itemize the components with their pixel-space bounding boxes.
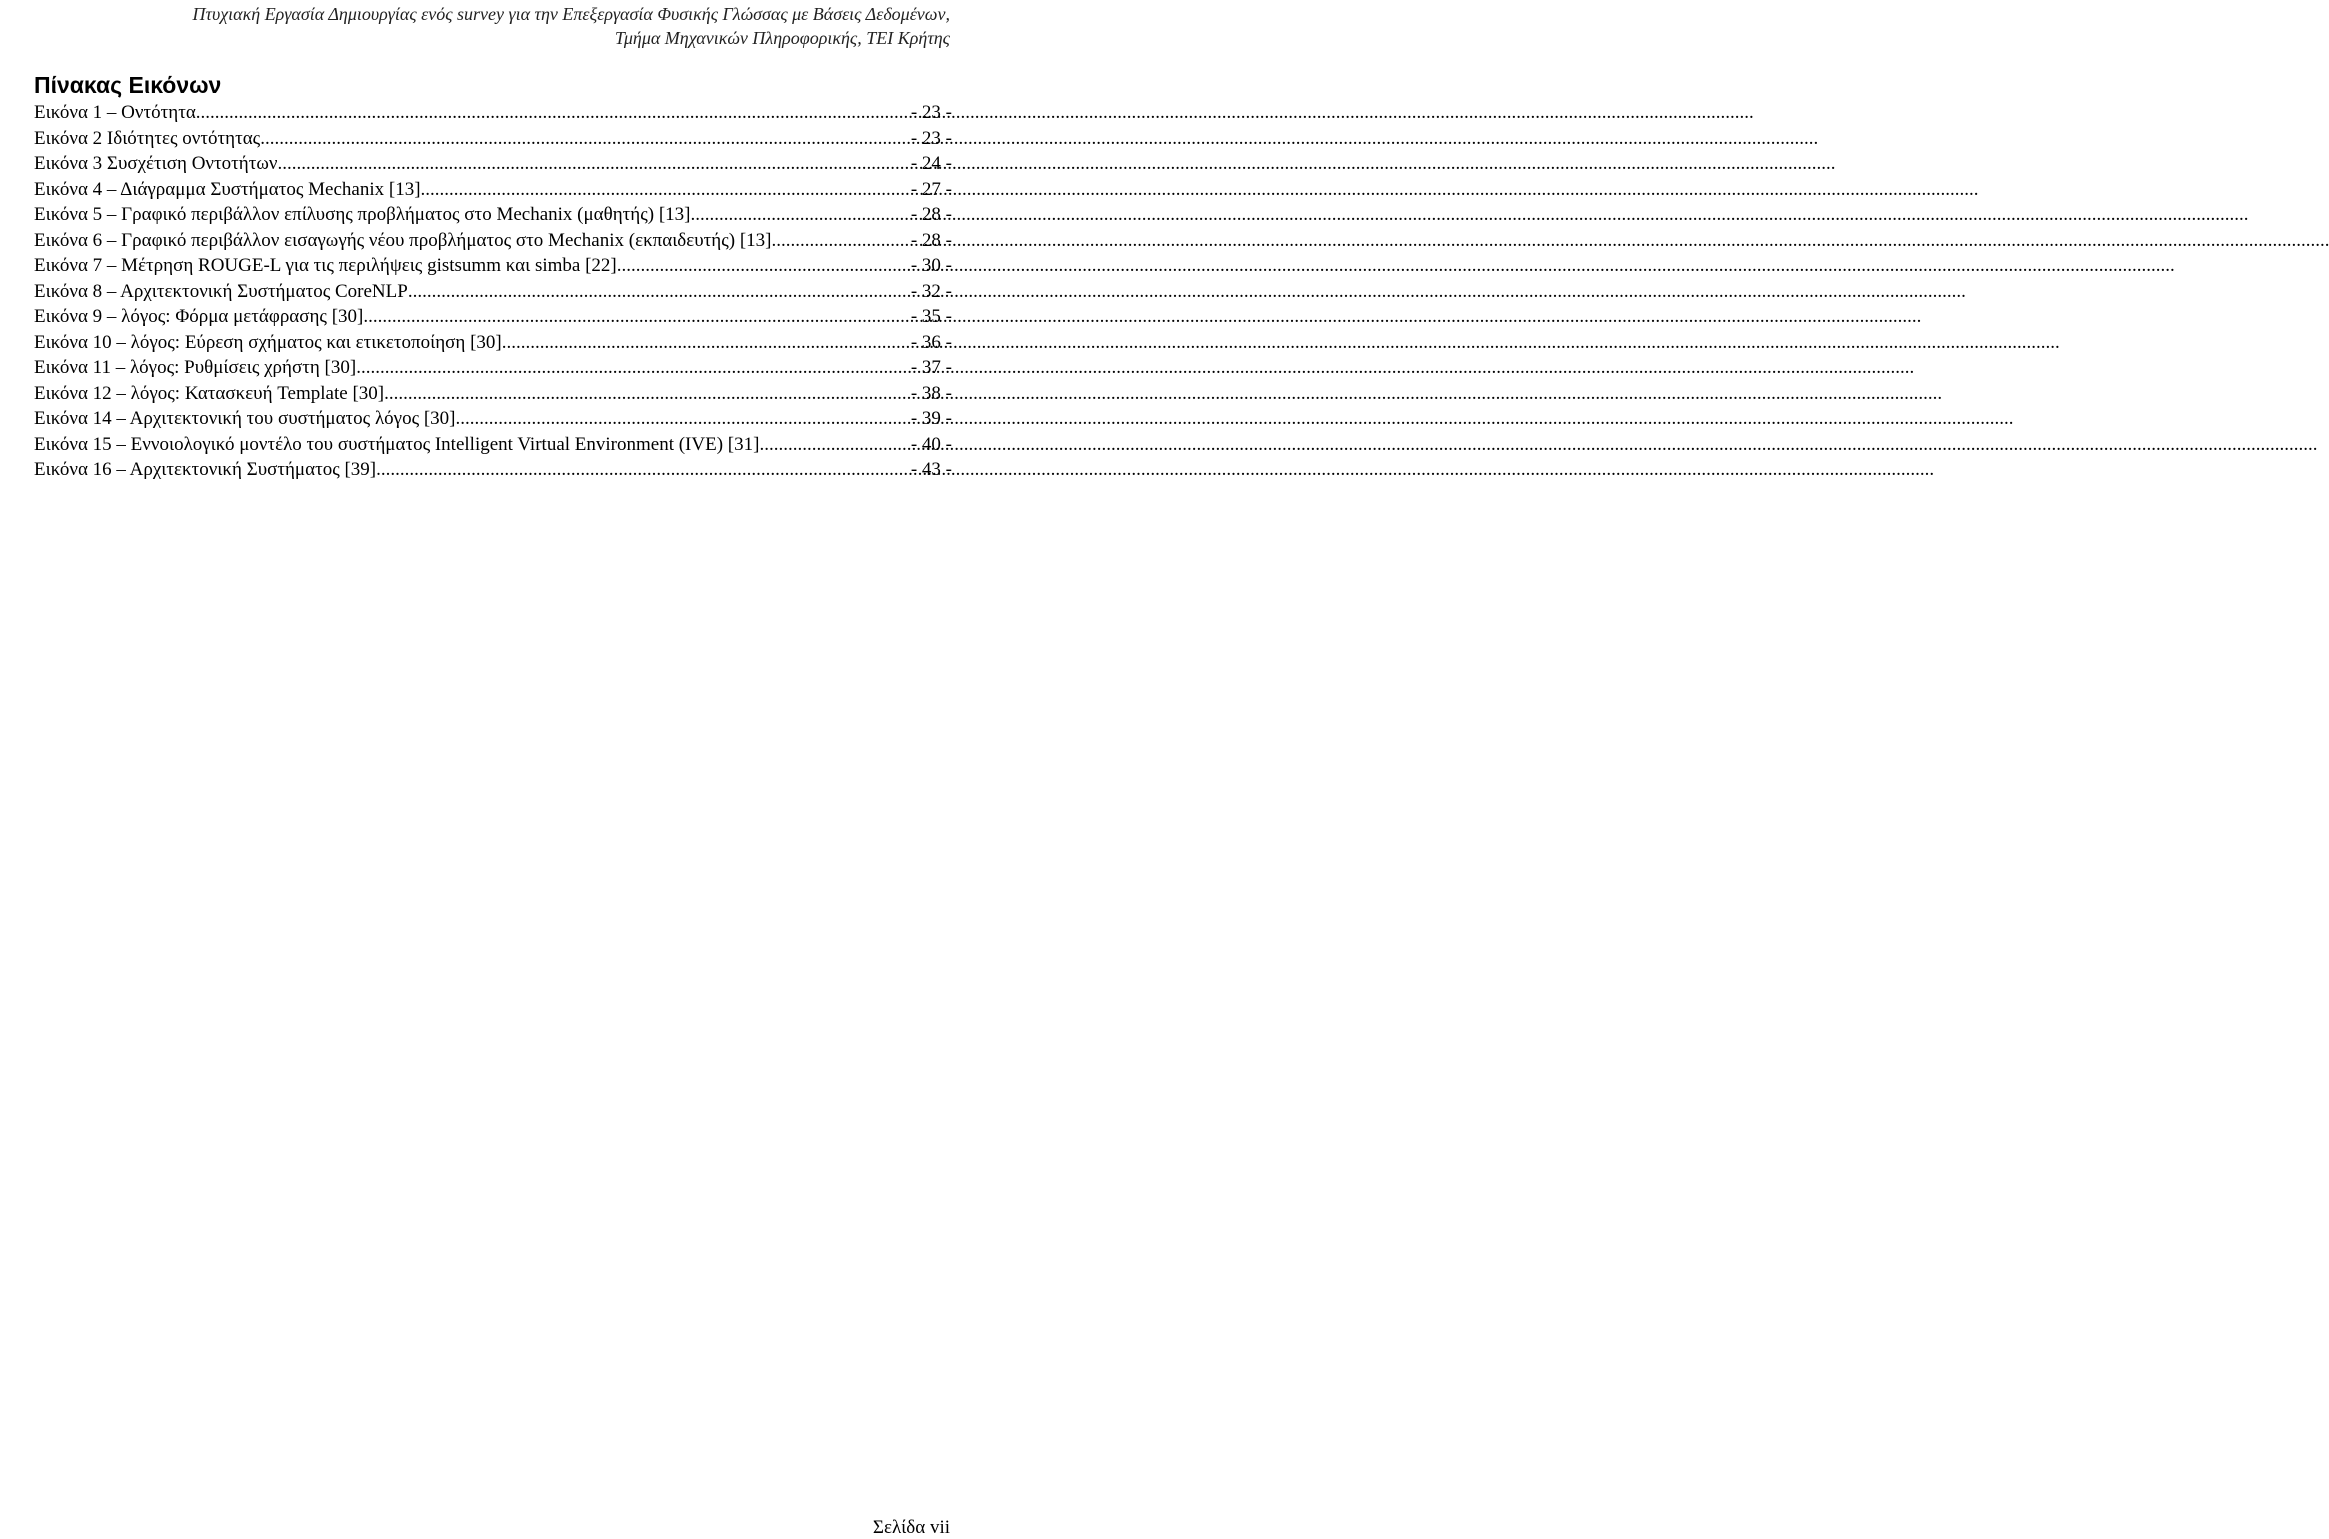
- toc-leader-dots: [617, 253, 910, 279]
- toc-entry-page: - 40 -: [910, 433, 952, 455]
- toc-entry-label: Εικόνα 11 – λόγος: Ρυθμίσεις χρήστη [30]: [34, 357, 357, 378]
- toc-entry-label: Εικόνα 16 – Αρχιτεκτονική Συστήματος [39]: [34, 459, 377, 480]
- toc-entry-label: Εικόνα 5 – Γραφικό περιβάλλον επίλυσης προβλήματος στο Mechanix (μαθητής) [13]: [34, 204, 691, 225]
- toc-leader-dots: [759, 432, 909, 458]
- toc-entry-label: Εικόνα 2 Ιδιότητες οντότητας: [34, 127, 261, 149]
- toc-entry-page: - 39 -: [910, 408, 952, 429]
- list-of-figures-title: Πίνακας Εικόνων: [34, 72, 222, 98]
- toc-entry-page: - 38 -: [910, 382, 952, 404]
- toc-entry-label: Εικόνα 10 – λόγος: Εύρεση σχήματος και ετικετοποίηση [30]: [34, 331, 502, 353]
- toc-leader-dots: [384, 381, 910, 407]
- toc-entry-page: - 24 -: [910, 153, 952, 174]
- toc-entry-page: - 27 -: [910, 178, 952, 200]
- toc-entry-label: Εικόνα 3 Συσχέτιση Οντοτήτων: [34, 153, 278, 174]
- toc-leader-dots: [376, 457, 910, 483]
- header-line-2: Τμήμα Μηχανικών Πληροφορικής, ΤΕΙ Κρήτης: [614, 28, 950, 48]
- toc-leader-dots: [277, 151, 909, 177]
- toc-leader-dots: [196, 100, 910, 126]
- header-line-1: Πτυχιακή Εργασία Δημιουργίας ενός survey για την Επεξεργασία Φυσικής Γλώσσας με Βάσεις Δεδομένων,: [192, 4, 950, 24]
- toc-entry-page: - 30 -: [910, 255, 952, 276]
- toc-entry-label: Εικόνα 14 – Αρχιτεκτονική του συστήματος λόγος [30]: [34, 408, 456, 429]
- toc-entry-page: - 23 -: [910, 127, 952, 149]
- toc-entry[interactable]: [34, 202, 952, 228]
- toc-entry-page: - 43 -: [910, 459, 952, 480]
- toc-leader-dots: [691, 202, 910, 228]
- toc-entry[interactable]: [34, 177, 952, 203]
- toc-leader-dots: [260, 126, 910, 152]
- toc-entry-label: Εικόνα 9 – λόγος: Φόρμα μετάφρασης [30]: [34, 306, 364, 327]
- toc-entry-page: - 23 -: [910, 102, 952, 123]
- toc-leader-dots: [421, 177, 910, 203]
- toc-entry[interactable]: [34, 151, 952, 177]
- toc-entry[interactable]: [34, 279, 952, 305]
- toc-leader-dots: [456, 406, 910, 432]
- toc-entry-label: Εικόνα 1 – Οντότητα: [34, 102, 196, 123]
- toc-entry[interactable]: [34, 432, 952, 458]
- toc-entry-label: Εικόνα 8 – Αρχιτεκτονική Συστήματος CoreNLP: [34, 280, 408, 302]
- toc-entry-page: - 35 -: [910, 306, 952, 327]
- toc-entry[interactable]: [34, 406, 952, 432]
- toc-entry[interactable]: [34, 381, 952, 407]
- toc-entry-label: Εικόνα 4 – Διάγραμμα Συστήματος Mechanix [13]: [34, 178, 421, 200]
- list-of-figures: [34, 100, 952, 483]
- toc-entry-label: Εικόνα 6 – Γραφικό περιβάλλον εισαγωγής νέου προβλήματος στο Mechanix (εκπαιδευτής) [13]: [34, 229, 772, 251]
- toc-entry-page: - 32 -: [910, 280, 952, 302]
- toc-entry[interactable]: [34, 126, 952, 152]
- toc-entry[interactable]: [34, 228, 952, 254]
- toc-entry-page: - 37 -: [910, 357, 952, 378]
- toc-entry[interactable]: [34, 304, 952, 330]
- toc-entry[interactable]: [34, 253, 952, 279]
- toc-entry-page: - 28 -: [910, 229, 952, 251]
- toc-entry-page: - 36 -: [910, 331, 952, 353]
- page-number: Σελίδα vii: [872, 1517, 950, 1538]
- toc-entry-label: Εικόνα 15 – Εννοιολογικό μοντέλο του συστήματος Intelligent Virtual Environment (IVE) [31]: [34, 433, 760, 455]
- toc-entry-label: Εικόνα 12 – λόγος: Κατασκευή Template [30]: [34, 382, 385, 404]
- toc-leader-dots: [356, 355, 910, 381]
- toc-entry[interactable]: [34, 330, 952, 356]
- toc-leader-dots: [502, 330, 910, 356]
- toc-entry-page: - 28 -: [910, 204, 952, 225]
- running-header: [50, 2, 950, 50]
- toc-entry-label: Εικόνα 7 – Μέτρηση ROUGE-L για τις περιλήψεις gistsumm και simba [22]: [34, 255, 617, 276]
- toc-leader-dots: [771, 228, 909, 254]
- toc-entry[interactable]: [34, 100, 952, 126]
- toc-entry[interactable]: [34, 457, 952, 483]
- toc-leader-dots: [363, 304, 909, 330]
- toc-leader-dots: [408, 279, 910, 305]
- toc-entry[interactable]: [34, 355, 952, 381]
